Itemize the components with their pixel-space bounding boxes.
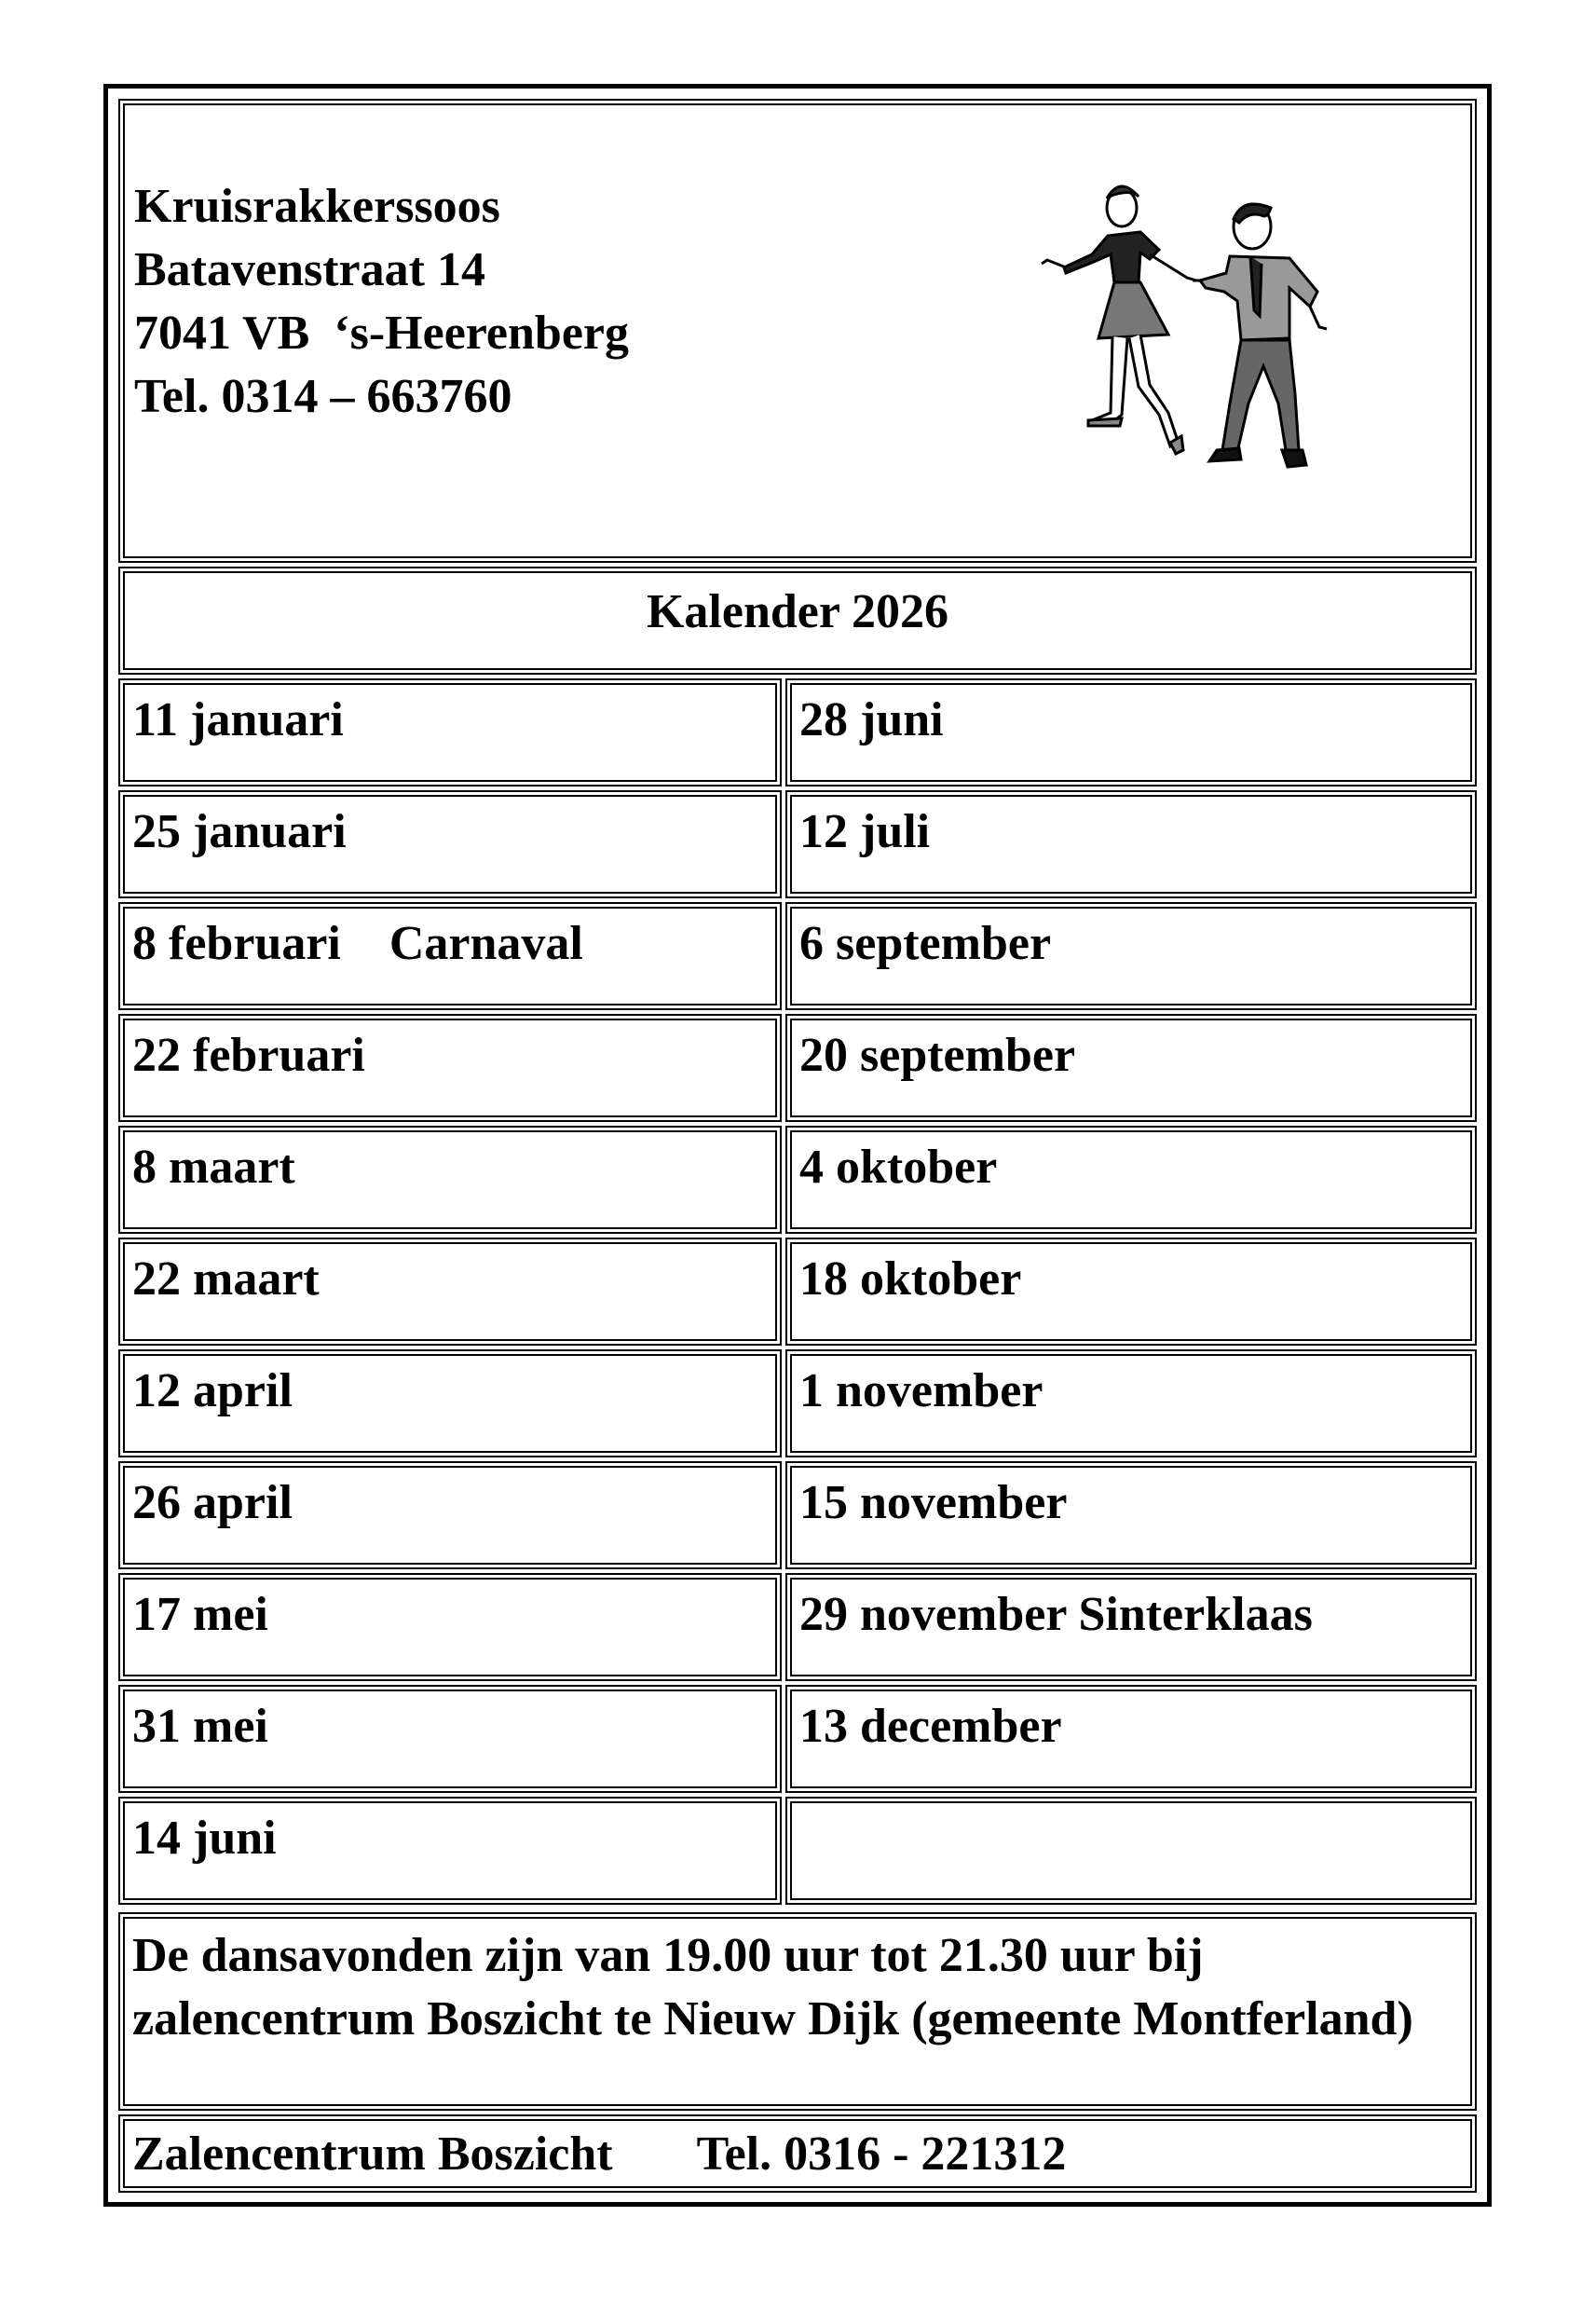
date-text: 8 februari Carnaval [132,917,583,970]
date-text: 14 juni [132,1812,277,1865]
date-text: 15 november [799,1476,1068,1529]
calendar-frame [103,84,1492,2207]
date-cell [118,790,782,898]
venue-contact-box [118,2114,1477,2193]
date-cell [785,902,1477,1010]
date-text: 26 april [132,1476,293,1529]
date-text: 22 maart [132,1252,320,1306]
date-cell [118,1349,782,1457]
date-cell [118,1461,782,1569]
date-cell [118,1797,782,1905]
date-text: 25 januari [132,805,347,858]
street-address: Batavenstraat 14 [134,243,485,296]
date-cell [118,902,782,1010]
header-box [118,99,1477,563]
date-cell [118,1238,782,1346]
date-text: 12 juli [799,805,931,858]
date-text: 17 mei [132,1588,268,1641]
date-cell [785,1126,1477,1234]
date-text: 1 november [799,1364,1044,1417]
date-cell [785,1573,1477,1681]
date-cell [785,1238,1477,1346]
woman-dancer-figure [1042,186,1196,454]
dancing-couple-illustration [1010,171,1401,525]
schedule-note: De dansavonden zijn van 19.00 uur tot 21.30 uur bij zalencentrum Boszicht te Nieuw Dijk (gemeente Montferland) [132,1929,1413,2045]
date-cell [785,1349,1477,1457]
club-name: Kruisrakkerssoos [134,180,500,233]
date-cell [785,1685,1477,1793]
date-text: 8 maart [132,1141,295,1194]
date-cell [785,790,1477,898]
address-block [134,175,629,429]
date-cell [785,678,1477,787]
calendar-title: Kalender 2026 [646,585,949,638]
date-text: 20 september [799,1029,1076,1082]
empty-date-cell [785,1797,1477,1905]
man-dancer-figure [1193,204,1327,467]
calendar-title-box [118,567,1477,675]
date-text: 13 december [799,1700,1062,1753]
date-text: 22 februari [132,1029,365,1082]
date-cell [785,1014,1477,1122]
date-text: 12 april [132,1364,293,1417]
date-cell [785,1461,1477,1569]
date-text: 31 mei [132,1700,268,1753]
date-text: 11 januari [132,693,344,746]
date-text: 6 september [799,917,1052,970]
venue-contact: Zalencentrum Boszicht Tel. 0316 - 221312 [132,2127,1067,2181]
schedule-note-box [118,1912,1477,2111]
date-text: 29 november Sinterklaas [799,1588,1313,1641]
date-cell [118,1685,782,1793]
phone-number: Tel. 0314 – 663760 [134,370,512,423]
date-cell [118,1014,782,1122]
date-cell [118,1573,782,1681]
date-text: 18 oktober [799,1252,1022,1306]
date-text: 4 oktober [799,1141,998,1194]
postal-city: 7041 VB ‘s-Heerenberg [134,307,629,360]
date-text: 28 juni [799,693,944,746]
date-cell [118,1126,782,1234]
date-cell [118,678,782,787]
